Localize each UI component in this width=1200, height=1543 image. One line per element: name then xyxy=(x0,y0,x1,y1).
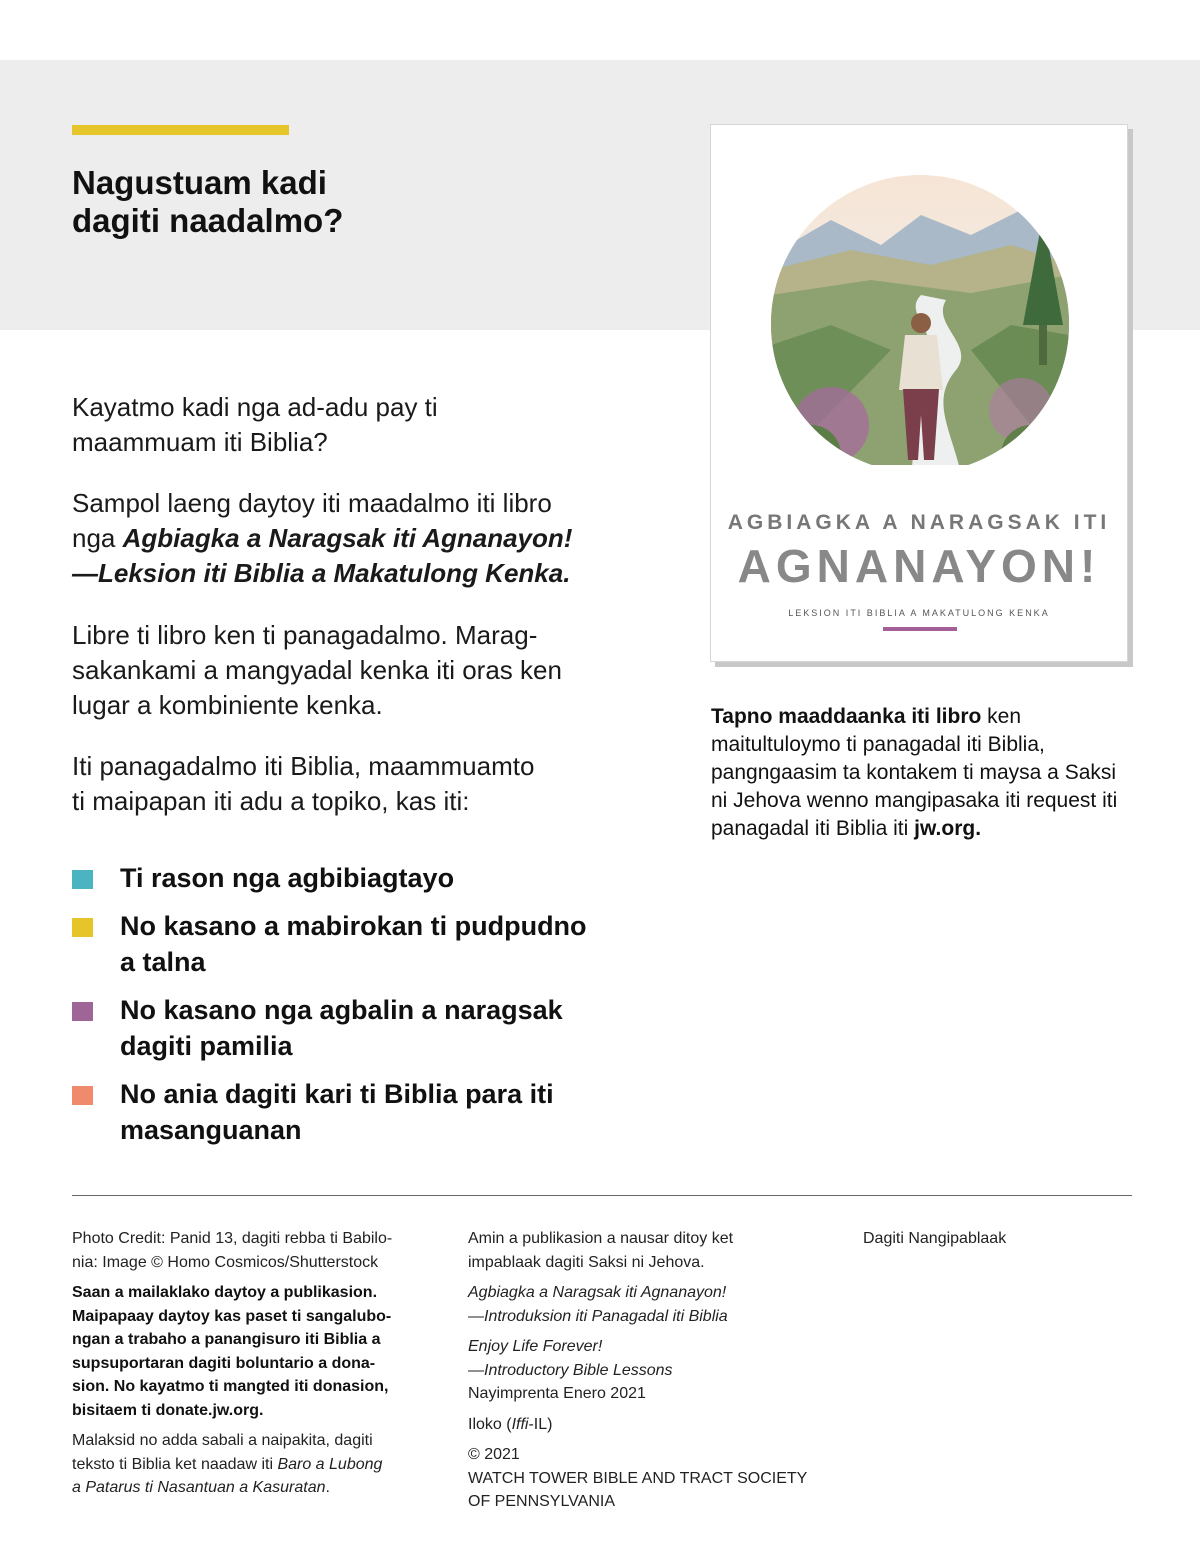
footer-column-1 xyxy=(72,1227,432,1507)
book-cover-subtitle: LEKSION ITI BIBLIA A MAKATULONG KENKA xyxy=(788,608,1050,618)
book-subtitle-ref: —Leksion iti Biblia a Makatulong Kenka. xyxy=(72,558,571,588)
lang-text: Iloko ( xyxy=(468,1415,512,1433)
book-cover xyxy=(710,124,1128,662)
language-code xyxy=(468,1413,828,1437)
credit-line: nia: Image © Homo Cosmicos/Shutterstock xyxy=(72,1253,379,1271)
copyright-line: WATCH TOWER BIBLE AND TRACT SOCIETY xyxy=(468,1469,808,1487)
copyright xyxy=(468,1443,828,1514)
topics-intro-line: ti maipapan iti adu a topiko, kas iti: xyxy=(72,786,470,816)
topic-item xyxy=(72,860,612,896)
photo-credit xyxy=(72,1227,432,1274)
bible-note-line: . xyxy=(325,1479,330,1496)
notice-line: bisitaem ti donate.jw.org. xyxy=(72,1401,264,1419)
book-cover-title-line-2: AGNANAYON! xyxy=(737,540,1101,592)
free-line: Libre ti libro ken ti panagadalmo. Marag- xyxy=(72,620,538,650)
book-cover-illustration xyxy=(771,175,1069,465)
contact-call-to-action xyxy=(711,703,1131,843)
bible-translation-note xyxy=(72,1429,432,1500)
publication-title-iloko xyxy=(468,1281,828,1328)
footer-divider xyxy=(72,1195,1132,1196)
topic-item xyxy=(72,1076,612,1148)
title-line-2: dagiti naadalmo? xyxy=(72,202,344,239)
cta-lead: Tapno maaddaanka iti libro xyxy=(711,705,982,728)
square-bullet-icon xyxy=(72,1086,93,1105)
notice-line: ngan a trabaho a panangisuro iti Biblia a xyxy=(72,1331,381,1348)
page-title xyxy=(72,164,592,240)
bible-note-line: teksto ti Biblia ket naadaw iti xyxy=(72,1455,278,1473)
not-for-sale-notice xyxy=(72,1281,432,1422)
notice-line: supsuportaran dagiti boluntario a dona- xyxy=(72,1354,376,1372)
topic-text: dagiti pamilia xyxy=(120,1031,293,1061)
notice-line: sion. No kayatmo ti mangted iti donasion, xyxy=(72,1378,389,1395)
topic-item xyxy=(72,908,612,980)
lang-text: -IL) xyxy=(528,1415,553,1433)
free-line: lugar a kombiniente kenka. xyxy=(72,690,383,720)
printed-date: Nayimprenta Enero 2021 xyxy=(468,1385,646,1402)
lang-code: Iffi xyxy=(511,1415,529,1433)
publication-title-english xyxy=(468,1335,828,1406)
pub-line: impablaak dagiti Saksi ni Jehova. xyxy=(468,1253,705,1271)
publications-note xyxy=(468,1227,828,1274)
square-bullet-icon xyxy=(72,1002,93,1021)
pub-title-line: Enjoy Life Forever! xyxy=(468,1338,603,1355)
free-line: sakankami a mangyadal kenka iti oras ken xyxy=(72,655,562,685)
intro-line: Kayatmo kadi nga ad-adu pay ti xyxy=(72,392,438,422)
footer-column-2 xyxy=(468,1227,828,1521)
intro-line: maammuam iti Biblia? xyxy=(72,427,328,457)
footer-column-3 xyxy=(863,1227,1143,1258)
copyright-line: OF PENNSYLVANIA xyxy=(468,1493,615,1510)
topic-item xyxy=(72,992,612,1064)
cta-text: ken maitultuloymo ti panagadal iti Biblia, pangngaasim ta kontakem ti maysa a Saksi ni Jehova wenno mangipasaka iti request iti panagadal iti Biblia iti xyxy=(711,705,1118,840)
accent-bar xyxy=(72,125,289,135)
book-cover-title-line-1: AGBIAGKA A NARAGSAK ITI xyxy=(727,511,1111,534)
bible-title: a Patarus ti Nasantuan a Kasuratan xyxy=(72,1479,326,1496)
topics-list xyxy=(72,860,612,1160)
topic-text: No kasano nga agbalin a naragsak xyxy=(120,995,563,1025)
topic-text: No ania dagiti kari ti Biblia para iti xyxy=(120,1079,554,1109)
sample-paragraph xyxy=(72,486,612,591)
pub-title-line: Agbiagka a Naragsak iti Agnanayon! xyxy=(468,1284,727,1301)
topic-text: a talna xyxy=(120,947,206,977)
sample-line: Sampol laeng daytoy iti maadalmo iti libro xyxy=(72,488,552,518)
square-bullet-icon xyxy=(72,870,93,889)
jw-org-link[interactable]: jw.org. xyxy=(914,817,982,840)
credit-line: Photo Credit: Panid 13, dagiti rebba ti Babilo- xyxy=(72,1230,393,1247)
bible-title: Baro a Lubong xyxy=(277,1455,383,1473)
square-bullet-icon xyxy=(72,918,93,937)
notice-line: Maipapaay daytoy kas paset ti sangalubo- xyxy=(72,1307,392,1325)
book-title-ref: Agbiagka a Naragsak iti Agnanayon! xyxy=(122,523,573,553)
sample-line: nga xyxy=(72,523,123,553)
book-cover-rule xyxy=(883,627,957,631)
publishers-label: Dagiti Nangipablaak xyxy=(863,1230,1007,1247)
topics-intro-paragraph xyxy=(72,749,612,819)
bible-note-line: Malaksid no adda sabali a naipakita, dagiti xyxy=(72,1432,373,1449)
pub-line: Amin a publikasion a nausar ditoy ket xyxy=(468,1230,734,1247)
topic-text: masanguanan xyxy=(120,1115,302,1145)
notice-line: Saan a mailaklako daytoy a publikasion. xyxy=(72,1284,378,1301)
title-line-1: Nagustuam kadi xyxy=(72,164,327,201)
topic-text: No kasano a mabirokan ti pudpudno xyxy=(120,911,587,941)
pub-title-line: —Introduksion iti Panagadal iti Biblia xyxy=(468,1307,728,1325)
free-paragraph xyxy=(72,618,612,723)
intro-paragraph xyxy=(72,390,612,460)
pub-title-line: —Introductory Bible Lessons xyxy=(468,1361,673,1379)
topic-text: Ti rason nga agbibiagtayo xyxy=(120,863,455,893)
copyright-line: © 2021 xyxy=(468,1446,520,1463)
topics-intro-line: Iti panagadalmo iti Biblia, maammuamto xyxy=(72,751,535,781)
